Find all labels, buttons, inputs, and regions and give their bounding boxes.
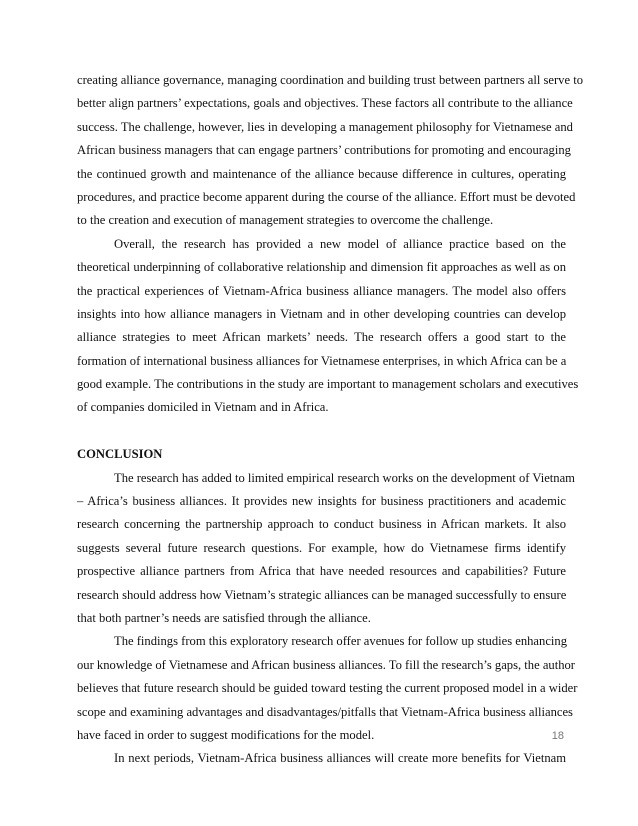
text-line: believes that future research should be guided toward testing the current proposed model in a wider <box>77 681 578 696</box>
paragraph-conclusion-research <box>77 467 575 631</box>
text-line: the practical experiences of Vietnam-Africa business alliance managers. The model also offers <box>77 283 566 298</box>
text-line: have faced in order to suggest modifications for the model. <box>77 727 375 742</box>
text-line: research should address how Vietnam’s strategic alliances can be managed successfully to ensure <box>77 587 567 602</box>
text-line: that both partner’s needs are satisfied through the alliance. <box>77 610 371 625</box>
text-line: insights into how alliance managers in Vietnam and in other developing countries can develop <box>77 306 566 321</box>
section-heading-conclusion: CONCLUSION <box>77 447 163 462</box>
text-line: our knowledge of Vietnamese and African business alliances. To fill the research’s gaps, the author <box>77 657 575 672</box>
paragraph-new-model <box>77 233 579 420</box>
text-line: scope and examining advantages and disadvantages/pitfalls that Vietnam-Africa business alliances <box>77 704 573 719</box>
text-line: good example. The contributions in the study are important to management scholars and executives <box>77 377 579 392</box>
text-line: formation of international business alliances for Vietnamese enterprises, in which Africa can be a <box>77 353 567 368</box>
text-line: suggests several future research questions. For example, how do Vietnamese firms identify <box>77 540 566 555</box>
text-line: research concerning the partnership approach to conduct business in African markets. It also <box>77 517 566 532</box>
text-line: to the creation and execution of management strategies to overcome the challenge. <box>77 213 494 228</box>
text-line: prospective alliance partners from Africa that have needed resources and capabilities? Future <box>77 564 566 579</box>
text-line: theoretical underpinning of collaborative relationship and dimension fit approaches as well as on <box>77 260 566 275</box>
body-text <box>77 69 584 771</box>
text-line: In next periods, Vietnam-Africa business alliances will create more benefits for Vietnam <box>114 751 566 766</box>
text-line: the continued growth and maintenance of the alliance because difference in cultures, operating <box>77 166 566 181</box>
text-line: creating alliance governance, managing coordination and building trust between partners all serve to <box>77 73 584 87</box>
text-line: better align partners’ expectations, goals and objectives. These factors all contribute to the alliance <box>77 96 573 111</box>
paragraph-conclusion-findings <box>77 630 578 747</box>
text-line: success. The challenge, however, lies in developing a management philosophy for Vietnamese and <box>77 119 573 134</box>
paragraph-conclusion-next-periods <box>77 747 566 770</box>
paragraph-alliance-governance <box>77 69 584 233</box>
page-number: 18 <box>551 730 564 742</box>
text-line: The research has added to limited empirical research works on the development of Vietnam <box>114 470 575 485</box>
text-line: alliance strategies to meet African markets’ needs. The research offers a good start to the <box>77 330 566 345</box>
text-line: The findings from this exploratory research offer avenues for follow up studies enhancing <box>114 634 568 649</box>
text-line: African business managers that can engage partners’ contributions for promoting and encouraging <box>77 143 571 158</box>
paragraph-spacer <box>77 420 566 443</box>
text-line: – Africa’s business alliances. It provides new insights for business practitioners and academic <box>77 494 566 509</box>
text-line: procedures, and practice become apparent during the course of the alliance. Effort must be devoted <box>77 189 576 204</box>
text-line: Overall, the research has provided a new model of alliance practice based on the <box>114 236 566 251</box>
text-line: of companies domiciled in Vietnam and in Africa. <box>77 400 329 415</box>
